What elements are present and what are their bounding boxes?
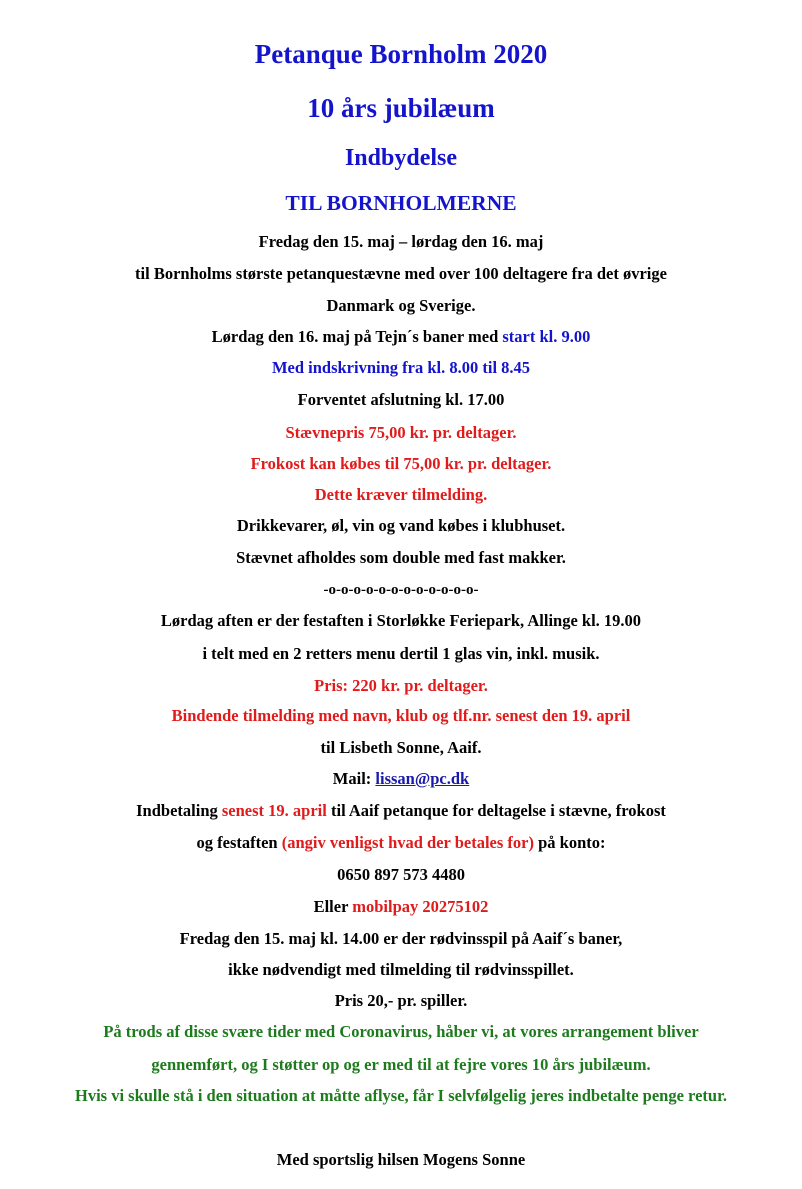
mail-label: Mail: [332, 769, 376, 788]
lunch-note-line: Dette kræver tilmelding. [314, 485, 488, 504]
intro-line-1: til Bornholms største petanquestævne med over 100 deltagere fra det øvrige [135, 264, 667, 283]
party-line-2: i telt med en 2 retters menu dertil 1 glas vin, inkl. musik. [202, 644, 600, 663]
intro-line-2: Danmark og Sverige. [326, 296, 476, 315]
payment-deadline: senest 19. april [221, 801, 327, 820]
registration-line: Med indskrivning fra kl. 8.00 til 8.45 [271, 358, 531, 377]
dates-line: Fredag den 15. maj – lørdag den 16. maj [258, 232, 544, 251]
format-line: Stævnet afholdes som double med fast makker. [236, 548, 566, 567]
payment-line-2 [0, 833, 802, 853]
signature-line: Med sportslig hilsen Mogens Sonne [276, 1150, 526, 1169]
mobilepay-line [0, 897, 802, 917]
page-subtitle: 10 års jubilæum [307, 93, 495, 123]
mail-line [0, 769, 802, 789]
mobilepay-prefix: Eller [313, 897, 353, 916]
page-title: Petanque Bornholm 2020 [254, 39, 548, 69]
payment-text-1a: Indbetaling [136, 801, 222, 820]
invitation-heading: Indbydelse [344, 145, 458, 171]
payment-text-2c: på konto: [533, 833, 606, 852]
audience-heading: TIL BORNHOLMERNE [285, 191, 517, 215]
binding-registration-line: Bindende tilmelding med navn, klub og tlf.nr. senest den 19. april [171, 706, 631, 725]
payment-text-1c: til Aaif petanque for deltagelse i stævne, frokost [326, 801, 666, 820]
section-divider: -o-o-o-o-o-o-o-o-o-o-o-o- [323, 582, 479, 598]
party-line-1: Lørdag aften er der festaften i Storløkke Feriepark, Allinge kl. 19.00 [160, 611, 642, 630]
mobilepay-number: mobilpay 20275102 [352, 897, 489, 916]
saturday-text: Lørdag den 16. maj på Tejn´s baner med [211, 327, 503, 346]
friday-line-1: Fredag den 15. maj kl. 14.00 er der rødvinsspil på Aaif´s baner, [179, 929, 623, 948]
friday-price-line: Pris 20,- pr. spiller. [334, 991, 468, 1010]
saturday-line [0, 327, 802, 347]
party-price-line: Pris: 220 kr. pr. deltager. [314, 676, 488, 695]
payment-line-1 [0, 801, 802, 821]
corona-line-1: På trods af disse svære tider med Coronavirus, håber vi, at vores arrangement bliver [103, 1022, 699, 1041]
expected-end-line: Forventet afslutning kl. 17.00 [297, 390, 505, 409]
price-line: Stævnepris 75,00 kr. pr. deltager. [285, 423, 517, 442]
corona-line-3: Hvis vi skulle stå i den situation at måtte aflyse, får I selvfølgelig jeres indbetalte penge retur. [74, 1086, 728, 1105]
payment-note: (angiv venligst hvad der betales for) [281, 833, 534, 852]
saturday-start-time: start kl. 9.00 [502, 327, 591, 346]
payment-text-2a: og festaften [196, 833, 282, 852]
mail-link[interactable]: lissan@pc.dk [375, 769, 470, 788]
friday-line-2: ikke nødvendigt med tilmelding til rødvinsspillet. [228, 960, 574, 979]
contact-line: til Lisbeth Sonne, Aaif. [320, 738, 482, 757]
corona-line-2: gennemført, og I støtter op og er med til at fejre vores 10 års jubilæum. [151, 1055, 651, 1074]
drinks-line: Drikkevarer, øl, vin og vand købes i klubhuset. [236, 516, 566, 535]
account-number: 0650 897 573 4480 [337, 865, 465, 884]
lunch-line: Frokost kan købes til 75,00 kr. pr. deltager. [250, 454, 552, 473]
